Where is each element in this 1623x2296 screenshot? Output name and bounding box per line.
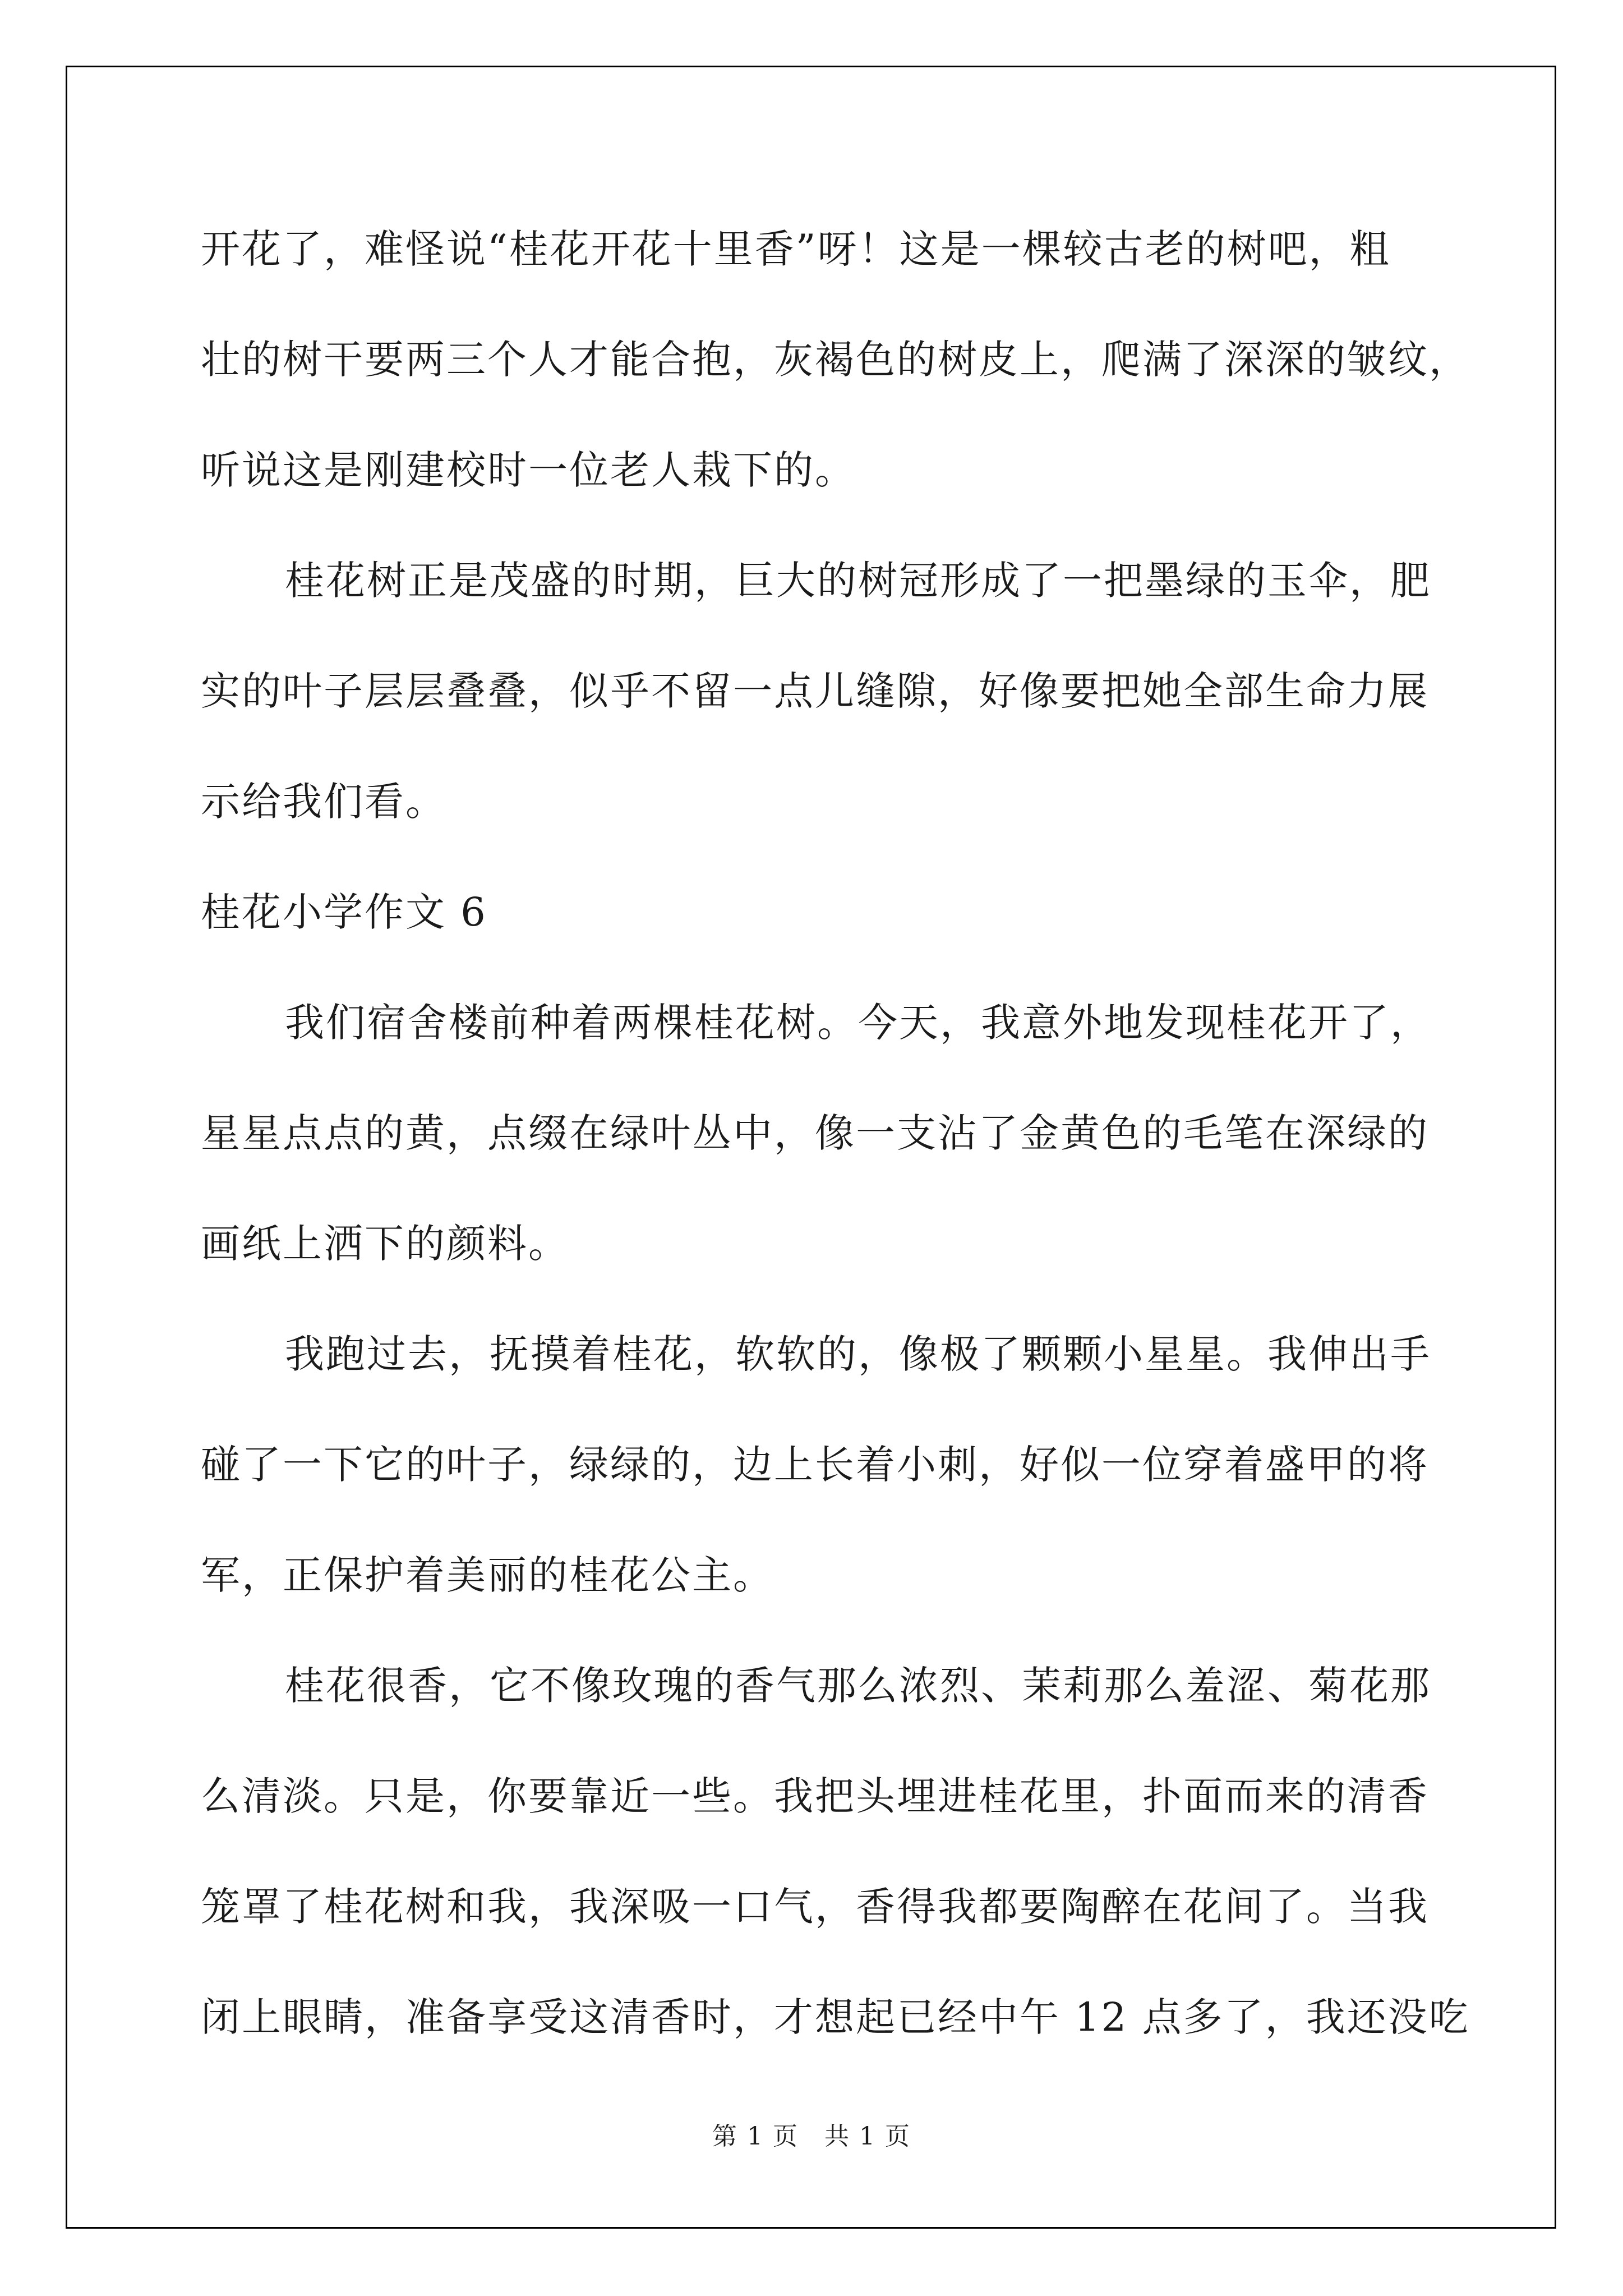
text-line: 闭上眼睛，准备享受这清香时，才想起已经中午 12 点多了，我还没吃 (201, 1994, 1470, 2040)
section-heading: 桂花小学作文 6 (201, 889, 487, 935)
text-line: 开花了，难怪说“桂花开花十里香”呀！这是一棵较古老的树吧，粗 (201, 226, 1391, 272)
text-line: 示给我们看。 (201, 779, 446, 825)
text-line: 听说这是刚建校时一位老人栽下的。 (201, 447, 856, 493)
page-number-footer: 第 1 页 共 1 页 (712, 2122, 911, 2151)
paragraph-start-line: 桂花很香，它不像玫瑰的香气那么浓烈、茉莉那么羞涩、菊花那 (285, 1663, 1431, 1709)
paragraph-start-line: 我们宿舍楼前种着两棵桂花树。今天，我意外地发现桂花开了， (285, 1000, 1431, 1046)
text-line: 实的叶子层层叠叠，似乎不留一点儿缝隙，好像要把她全部生命力展 (201, 668, 1429, 714)
paragraph-start-line: 桂花树正是茂盛的时期，巨大的树冠形成了一把墨绿的玉伞，肥 (285, 558, 1431, 604)
document-body (201, 218, 1470, 2096)
text-line: 军，正保护着美丽的桂花公主。 (201, 1552, 774, 1598)
text-line: 么清淡。只是，你要靠近一些。我把头埋进桂花里，扑面而来的清香 (201, 1773, 1429, 1819)
text-line: 碰了一下它的叶子，绿绿的，边上长着小刺，好似一位穿着盛甲的将 (201, 1442, 1429, 1488)
text-line: 壮的树干要两三个人才能合抱，灰褐色的树皮上，爬满了深深的皱纹， (201, 337, 1470, 383)
text-line: 星星点点的黄，点缀在绿叶丛中，像一支沾了金黄色的毛笔在深绿的 (201, 1110, 1429, 1156)
text-line: 笼罩了桂花树和我，我深吸一口气，香得我都要陶醉在花间了。当我 (201, 1884, 1429, 1930)
text-line: 画纸上洒下的颜料。 (201, 1221, 569, 1267)
paragraph-start-line: 我跑过去，抚摸着桂花，软软的，像极了颗颗小星星。我伸出手 (285, 1331, 1431, 1377)
